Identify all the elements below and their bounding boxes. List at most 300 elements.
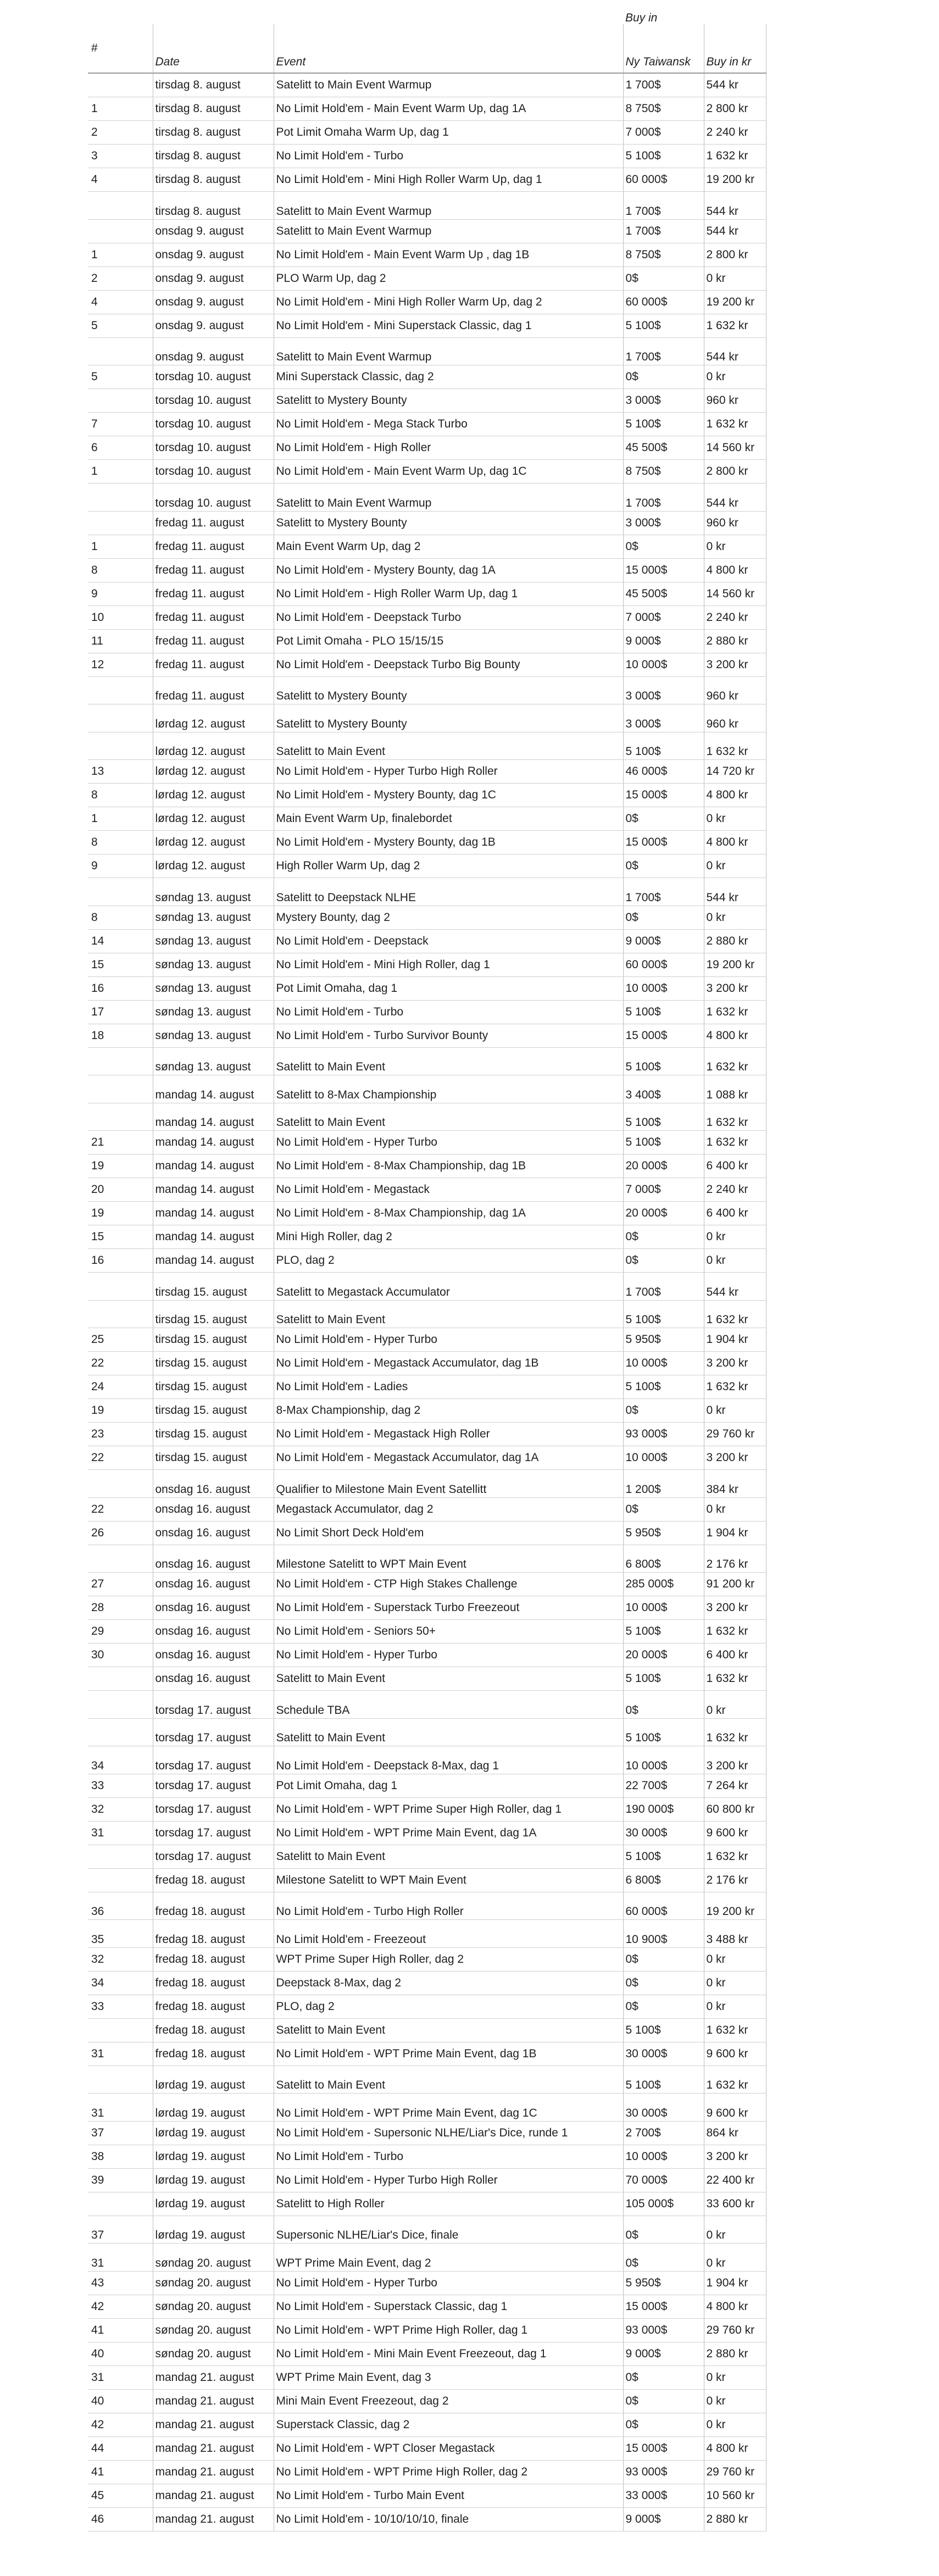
buyin-kr: 960 kr [704,704,766,732]
buyin-kr: 1 904 kr [704,1328,766,1352]
buyin-usd: 22 700$ [623,1774,704,1797]
buyin-usd: 285 000$ [623,1573,704,1596]
event-number [88,2192,153,2216]
event-name: Satelitt to Main Event [274,2066,623,2094]
buyin-usd: 0$ [623,1225,704,1249]
table-row [88,1249,766,1273]
buyin-kr: 6 400 kr [704,1202,766,1225]
event-number: 10 [88,606,153,629]
event-name: No Limit Hold'em - Ladies [274,1375,623,1399]
table-row [88,1596,766,1620]
buyin-usd: 5 100$ [623,2066,704,2094]
event-number: 36 [88,1892,153,1920]
table-row [88,1545,766,1573]
event-number: 40 [88,2342,153,2366]
event-name: No Limit Hold'em - Mini High Roller Warm Up, dag 1 [274,168,623,192]
buyin-kr: 0 kr [704,854,766,878]
buyin-usd: 5 100$ [623,1375,704,1399]
event-date: fredag 11. august [153,511,274,535]
header-event: Event [274,24,623,73]
event-date: torsdag 10. august [153,413,274,436]
event-date: mandag 21. august [153,2366,274,2389]
event-number: 41 [88,2460,153,2484]
event-number [88,1845,153,1868]
buyin-usd: 1 700$ [623,192,704,220]
table-row [88,1497,766,1521]
buyin-usd: 5 100$ [623,2018,704,2042]
event-number [88,389,153,413]
event-name: Satelitt to Main Event [274,1047,623,1075]
event-number [88,511,153,535]
table-row [88,953,766,976]
table-row [88,460,766,484]
buyin-usd: 7 000$ [623,121,704,145]
event-number [88,1691,153,1719]
buyin-usd: 5 100$ [623,1000,704,1024]
buyin-usd: 60 000$ [623,168,704,192]
table-row [88,1667,766,1691]
header-buyin-kr: Buy in kr [704,24,766,73]
table-row [88,511,766,535]
event-name: Satelitt to Main Event [274,1667,623,1691]
buyin-usd: 45 500$ [623,582,704,606]
buyin-usd: 15 000$ [623,2436,704,2460]
event-number [88,732,153,760]
event-date: mandag 14. august [153,1178,274,1202]
event-name: No Limit Hold'em - Mystery Bounty, dag 1B [274,831,623,854]
table-row [88,219,766,243]
event-number [88,1545,153,1573]
buyin-kr: 9 600 kr [704,1821,766,1845]
buyin-usd: 5 100$ [623,1131,704,1154]
buyin-kr: 14 560 kr [704,582,766,606]
event-number [88,1103,153,1131]
table-row [88,314,766,337]
event-number [88,192,153,220]
event-number: 8 [88,784,153,807]
buyin-kr: 2 880 kr [704,629,766,653]
table-row [88,168,766,192]
buyin-kr: 10 560 kr [704,2484,766,2507]
buyin-kr: 0 kr [704,1399,766,1423]
table-row [88,1971,766,1995]
event-date: fredag 11. august [153,606,274,629]
event-number: 40 [88,2389,153,2413]
buyin-kr: 3 488 kr [704,1920,766,1948]
buyin-usd: 7 000$ [623,1178,704,1202]
buyin-kr: 19 200 kr [704,290,766,314]
event-number: 13 [88,760,153,784]
event-name: No Limit Hold'em - Turbo [274,145,623,168]
buyin-kr: 3 200 kr [704,1596,766,1620]
buyin-usd: 9 000$ [623,629,704,653]
event-name: No Limit Hold'em - WPT Prime Main Event, dag 1B [274,2042,623,2066]
event-name: No Limit Hold'em - Mini Main Event Freezeout, dag 1 [274,2342,623,2366]
table-row [88,145,766,168]
buyin-kr: 4 800 kr [704,558,766,582]
event-date: onsdag 16. august [153,1644,274,1667]
buyin-kr: 91 200 kr [704,1573,766,1596]
schedule-sheet [88,0,755,2531]
table-row [88,878,766,906]
buyin-kr: 1 632 kr [704,1375,766,1399]
buyin-usd: 15 000$ [623,784,704,807]
buyin-usd: 10 000$ [623,1596,704,1620]
table-row [88,121,766,145]
table-row [88,1797,766,1821]
event-name: Satelitt to 8-Max Championship [274,1075,623,1103]
table-row [88,854,766,878]
table-row [88,1573,766,1596]
table-row [88,676,766,704]
event-date: torsdag 17. august [153,1746,274,1774]
buyin-kr: 1 632 kr [704,1103,766,1131]
event-date: søndag 13. august [153,906,274,929]
event-date: lørdag 12. august [153,831,274,854]
event-number: 33 [88,1774,153,1797]
table-row [88,1718,766,1746]
event-name: No Limit Hold'em - Hyper Turbo High Roller [274,2168,623,2192]
buyin-usd: 5 950$ [623,1521,704,1545]
event-number [88,1300,153,1328]
event-number: 32 [88,1947,153,1971]
table-row [88,484,766,512]
event-date: mandag 14. august [153,1103,274,1131]
event-number [88,1667,153,1691]
event-date: tirsdag 8. august [153,145,274,168]
event-date: onsdag 16. august [153,1667,274,1691]
buyin-usd: 0$ [623,1249,704,1273]
event-date: fredag 11. august [153,558,274,582]
table-row [88,1821,766,1845]
event-date: lørdag 12. august [153,704,274,732]
buyin-usd: 0$ [623,2413,704,2436]
buyin-usd: 10 900$ [623,1920,704,1948]
event-number: 41 [88,2318,153,2342]
buyin-kr: 0 kr [704,1249,766,1273]
event-date: lørdag 19. august [153,2192,274,2216]
event-date: lørdag 12. august [153,784,274,807]
table-row [88,1470,766,1498]
buyin-usd: 0$ [623,535,704,558]
event-name: Mini Superstack Classic, dag 2 [274,365,623,389]
buyin-kr: 544 kr [704,219,766,243]
event-date: onsdag 16. august [153,1573,274,1596]
table-row [88,1399,766,1423]
event-date: tirsdag 8. august [153,121,274,145]
buyin-usd: 9 000$ [623,2507,704,2531]
buyin-usd: 5 100$ [623,314,704,337]
event-name: WPT Prime Main Event, dag 3 [274,2366,623,2389]
event-date: torsdag 10. august [153,389,274,413]
event-date: søndag 13. august [153,929,274,953]
table-row [88,1352,766,1375]
table-row [88,1000,766,1024]
event-date: lørdag 12. august [153,854,274,878]
event-name: No Limit Hold'em - WPT Prime Super High Roller, dag 1 [274,1797,623,1821]
event-date: mandag 21. august [153,2460,274,2484]
event-name: No Limit Hold'em - 10/10/10/10, finale [274,2507,623,2531]
table-row [88,929,766,953]
table-row [88,1920,766,1948]
event-date: fredag 18. august [153,1947,274,1971]
event-number [88,1470,153,1498]
buyin-usd: 0$ [623,1995,704,2018]
buyin-usd: 45 500$ [623,436,704,460]
event-name: No Limit Hold'em - WPT Prime Main Event, dag 1C [274,2094,623,2122]
event-date: torsdag 17. august [153,1691,274,1719]
event-date: mandag 14. august [153,1225,274,1249]
event-date: søndag 20. august [153,2295,274,2318]
buyin-usd: 9 000$ [623,2342,704,2366]
buyin-kr: 14 560 kr [704,436,766,460]
table-row [88,1947,766,1971]
buyin-kr: 1 632 kr [704,1718,766,1746]
event-number: 16 [88,1249,153,1273]
table-row [88,1131,766,1154]
table-row [88,413,766,436]
table-row [88,1446,766,1470]
table-row [88,807,766,831]
event-name: No Limit Hold'em - Superstack Turbo Freezeout [274,1596,623,1620]
event-name: Main Event Warm Up, dag 2 [274,535,623,558]
event-number: 1 [88,807,153,831]
buyin-kr: 4 800 kr [704,2436,766,2460]
event-name: Satelitt to Main Event Warmup [274,73,623,97]
event-name: No Limit Hold'em - Mystery Bounty, dag 1A [274,558,623,582]
buyin-kr: 0 kr [704,1691,766,1719]
table-row [88,1644,766,1667]
header-row [88,24,766,73]
buyin-usd: 10 000$ [623,1746,704,1774]
event-date: mandag 21. august [153,2507,274,2531]
event-name: Satelitt to Megastack Accumulator [274,1273,623,1301]
event-name: No Limit Hold'em - Turbo High Roller [274,1892,623,1920]
event-name: WPT Prime Super High Roller, dag 2 [274,1947,623,1971]
event-number [88,2066,153,2094]
buyin-usd: 1 700$ [623,73,704,97]
buyin-usd: 33 000$ [623,2484,704,2507]
buyin-usd: 0$ [623,807,704,831]
buyin-usd: 46 000$ [623,760,704,784]
event-number [88,1047,153,1075]
table-row [88,2216,766,2244]
buyin-usd: 5 100$ [623,1620,704,1644]
event-name: No Limit Hold'em - Megastack [274,1178,623,1202]
event-name: No Limit Hold'em - High Roller Warm Up, dag 1 [274,582,623,606]
event-date: fredag 18. august [153,1971,274,1995]
table-row [88,760,766,784]
buyin-kr: 7 264 kr [704,1774,766,1797]
event-name: No Limit Hold'em - Turbo Survivor Bounty [274,1024,623,1047]
event-name: PLO, dag 2 [274,1995,623,2018]
buyin-usd: 70 000$ [623,2168,704,2192]
buyin-usd: 0$ [623,267,704,290]
event-date: onsdag 9. august [153,267,274,290]
event-name: No Limit Hold'em - Mini Superstack Classic, dag 1 [274,314,623,337]
buyin-usd: 6 800$ [623,1868,704,1892]
event-date: onsdag 9. august [153,243,274,267]
event-number: 33 [88,1995,153,2018]
event-date: søndag 13. august [153,1024,274,1047]
event-date: søndag 13. august [153,1047,274,1075]
event-number: 4 [88,168,153,192]
event-number: 2 [88,121,153,145]
event-date: onsdag 16. august [153,1620,274,1644]
table-row [88,1075,766,1103]
event-date: fredag 18. august [153,2042,274,2066]
buyin-kr: 2 240 kr [704,121,766,145]
buyin-usd: 3 400$ [623,1075,704,1103]
event-date: lørdag 19. august [153,2121,274,2145]
buyin-kr: 1 904 kr [704,2271,766,2295]
table-row [88,1746,766,1774]
event-date: tirsdag 15. august [153,1273,274,1301]
event-number: 23 [88,1423,153,1446]
buyin-kr: 29 760 kr [704,1423,766,1446]
event-name: Pot Limit Omaha, dag 1 [274,1774,623,1797]
buyin-kr: 544 kr [704,337,766,365]
event-name: Pot Limit Omaha - PLO 15/15/15 [274,629,623,653]
buyin-usd: 93 000$ [623,2460,704,2484]
buyin-usd: 6 800$ [623,1545,704,1573]
buyin-kr: 0 kr [704,2413,766,2436]
event-date: onsdag 9. august [153,314,274,337]
buyin-kr: 1 632 kr [704,145,766,168]
event-number [88,676,153,704]
event-number: 16 [88,976,153,1000]
buyin-kr: 0 kr [704,267,766,290]
buyin-usd: 20 000$ [623,1154,704,1178]
buyin-usd: 5 100$ [623,145,704,168]
buyin-kr: 1 632 kr [704,1047,766,1075]
buyin-kr: 960 kr [704,389,766,413]
event-name: Schedule TBA [274,1691,623,1719]
buyin-usd: 1 700$ [623,337,704,365]
buyin-kr: 3 200 kr [704,1446,766,1470]
table-row [88,2389,766,2413]
buyin-kr: 2 176 kr [704,1868,766,1892]
event-name: Mystery Bounty, dag 2 [274,906,623,929]
buyin-kr: 2 176 kr [704,1545,766,1573]
buyin-usd: 5 100$ [623,1845,704,1868]
event-number [88,337,153,365]
event-name: No Limit Hold'em - Deepstack [274,929,623,953]
event-name: Main Event Warm Up, finalebordet [274,807,623,831]
table-row [88,389,766,413]
event-date: søndag 20. august [153,2342,274,2366]
event-number: 45 [88,2484,153,2507]
event-number: 6 [88,436,153,460]
event-number: 31 [88,2244,153,2272]
event-number: 1 [88,535,153,558]
event-number: 1 [88,97,153,121]
table-row [88,2295,766,2318]
event-name: Satelitt to High Roller [274,2192,623,2216]
table-row [88,653,766,676]
buyin-kr: 960 kr [704,676,766,704]
buyin-usd: 0$ [623,906,704,929]
table-row [88,976,766,1000]
buyin-kr: 0 kr [704,906,766,929]
event-name: Milestone Satelitt to WPT Main Event [274,1545,623,1573]
buyin-usd: 93 000$ [623,2318,704,2342]
event-name: Satelitt to Main Event [274,1718,623,1746]
buyin-kr: 1 632 kr [704,732,766,760]
table-row [88,2271,766,2295]
event-number: 4 [88,290,153,314]
table-row [88,73,766,97]
event-name: No Limit Hold'em - WPT Closer Megastack [274,2436,623,2460]
event-number: 9 [88,854,153,878]
event-number: 22 [88,1497,153,1521]
schedule-table [88,0,766,2531]
event-name: Satelitt to Main Event Warmup [274,219,623,243]
table-row [88,290,766,314]
event-date: tirsdag 15. august [153,1300,274,1328]
event-number: 20 [88,1178,153,1202]
buyin-kr: 1 632 kr [704,1845,766,1868]
buyin-kr: 1 632 kr [704,314,766,337]
event-number: 34 [88,1971,153,1995]
buyin-usd: 10 000$ [623,1446,704,1470]
buyin-usd: 10 000$ [623,2145,704,2168]
table-row [88,558,766,582]
buyin-kr: 6 400 kr [704,1644,766,1667]
event-date: onsdag 16. august [153,1596,274,1620]
buyin-kr: 19 200 kr [704,953,766,976]
table-row [88,1868,766,1892]
event-date: fredag 18. august [153,1920,274,1948]
buyin-usd: 0$ [623,2366,704,2389]
event-date: onsdag 9. august [153,290,274,314]
event-date: søndag 20. august [153,2244,274,2272]
table-row [88,629,766,653]
table-row [88,1774,766,1797]
table-row [88,97,766,121]
buyin-usd: 105 000$ [623,2192,704,2216]
event-date: lørdag 19. august [153,2168,274,2192]
event-date: onsdag 9. august [153,219,274,243]
buyin-kr: 3 200 kr [704,653,766,676]
buyin-kr: 9 600 kr [704,2094,766,2122]
event-number: 15 [88,1225,153,1249]
event-date: torsdag 10. august [153,365,274,389]
buyin-usd: 1 700$ [623,878,704,906]
buyin-kr: 1 632 kr [704,413,766,436]
event-date: søndag 13. august [153,953,274,976]
event-date: fredag 11. august [153,676,274,704]
event-date: torsdag 17. august [153,1797,274,1821]
buyin-kr: 2 880 kr [704,929,766,953]
event-date: fredag 18. august [153,1892,274,1920]
event-name: No Limit Hold'em - Turbo [274,1000,623,1024]
event-name: Satelitt to Main Event Warmup [274,337,623,365]
table-row [88,784,766,807]
event-name: No Limit Hold'em - 8-Max Championship, dag 1A [274,1202,623,1225]
table-row [88,1328,766,1352]
event-number: 19 [88,1154,153,1178]
event-name: No Limit Hold'em - WPT Prime Main Event, dag 1A [274,1821,623,1845]
buyin-usd: 5 950$ [623,1328,704,1352]
event-date: mandag 14. august [153,1075,274,1103]
event-date: fredag 11. august [153,629,274,653]
event-name: No Limit Hold'em - Main Event Warm Up, dag 1A [274,97,623,121]
event-number: 44 [88,2436,153,2460]
event-number [88,1718,153,1746]
table-row [88,2018,766,2042]
event-name: Deepstack 8-Max, dag 2 [274,1971,623,1995]
